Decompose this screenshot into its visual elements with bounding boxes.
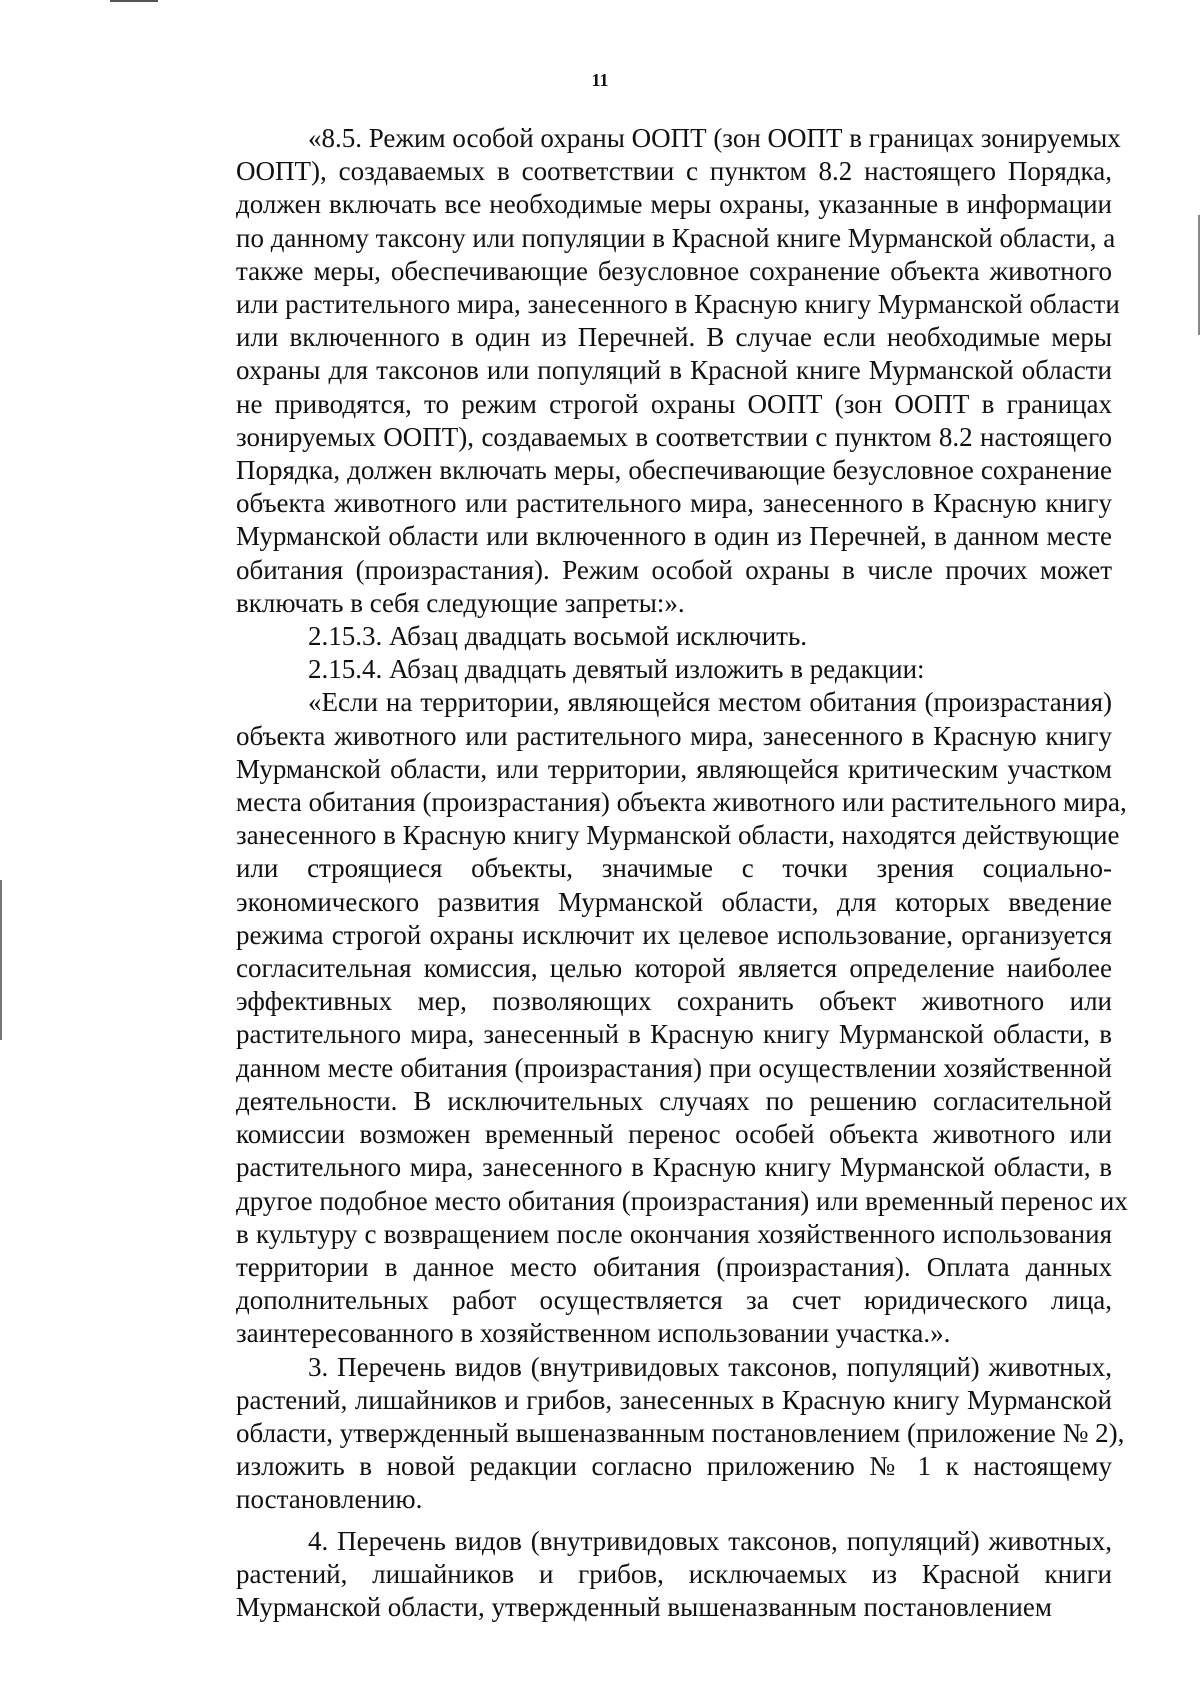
text-line: комиссии возможен временный перенос особей объекта животного или [236, 1119, 1112, 1150]
text-line: растений, лишайников и грибов, занесенных в Красную книгу Мурманской [236, 1384, 1112, 1415]
page-number: 11 [591, 70, 609, 90]
text-line: постановлению. [236, 1484, 423, 1515]
text-line: изложить в новой редакции согласно приложению № 1 к настоящему [236, 1451, 1112, 1482]
text-line: Мурманской области, или территории, являющейся критическим участком [236, 753, 1112, 784]
text-line: данном месте обитания (произрастания) при осуществлении хозяйственной [236, 1052, 1112, 1083]
text-line: или строящиеся объекты, значимые с точки зрения социально- [236, 853, 1112, 884]
text-line: 2.15.4. Абзац двадцать девятый изложить в редакции: [308, 654, 925, 685]
paragraph [164, 620, 1112, 653]
text-line: растительного мира, занесенный в Красную книгу Мурманской области, в [236, 1019, 1112, 1050]
text-line: 3. Перечень видов (внутривидовых таксонов, популяций) животных, [308, 1351, 1112, 1382]
text-line: объекта животного или растительного мира, занесенного в Красную книгу [236, 720, 1112, 751]
text-line: места обитания (произрастания) объекта животного или растительного мира, [236, 787, 1127, 818]
text-line: Мурманской области, утвержденный вышеназванным постановлением [236, 1591, 1052, 1622]
text-line: по данному таксону или популяции в Красной книге Мурманской области, а [236, 222, 1116, 253]
text-line: растительного мира, занесенного в Красную книгу Мурманской области, в [236, 1152, 1112, 1183]
text-line: также меры, обеспечивающие безусловное сохранение объекта животного [236, 255, 1112, 286]
text-line: Мурманской области или включенного в один из Перечней, в данном месте [236, 521, 1112, 552]
text-line: режима строгой охраны исключит их целевое использование, организуется [236, 919, 1112, 950]
text-line: деятельности. В исключительных случаях по решению согласительной [236, 1085, 1112, 1116]
paragraph [164, 122, 1121, 620]
text-line: территории в данное место обитания (произрастания). Оплата данных [236, 1251, 1112, 1282]
text-line: согласительная комиссия, целью которой является определение наиболее [236, 953, 1112, 984]
text-line: области, утвержденный вышеназванным постановлением (приложение № 2), [236, 1417, 1125, 1448]
text-line: ООПТ), создаваемых в соответствии с пунктом 8.2 настоящего Порядка, [236, 156, 1112, 187]
text-line: занесенного в Красную книгу Мурманской области, находятся действующие [236, 820, 1120, 851]
text-line: не приводятся, то режим строгой охраны ООПТ (зон ООПТ в границах [236, 388, 1112, 419]
text-line: зонируемых ООПТ), создаваемых в соответствии с пунктом 8.2 настоящего [236, 421, 1112, 452]
text-line: растений, лишайников и грибов, исключаемых из Красной книги [236, 1558, 1112, 1589]
text-line: или включенного в один из Перечней. В случае если необходимые меры [236, 322, 1112, 353]
text-line: в культуру с возвращением после окончания хозяйственного использования [236, 1218, 1112, 1249]
text-line: эффективных мер, позволяющих сохранить объект животного или [236, 986, 1112, 1017]
text-line: «8.5. Режим особой охраны ООПТ (зон ООПТ в границах зонируемых [308, 123, 1121, 153]
text-line: «Если на территории, являющейся местом обитания (произрастания) [308, 687, 1112, 718]
text-line: 4. Перечень видов (внутривидовых таксонов, популяций) животных, [308, 1525, 1112, 1556]
text-line: Порядка, должен включать меры, обеспечивающие безусловное сохранение [236, 455, 1112, 486]
text-line: экономического развития Мурманской области, для которых введение [236, 886, 1112, 917]
text-line: обитания (произрастания). Режим особой охраны в числе прочих может [236, 554, 1112, 585]
scan-edge-mark-top [110, 0, 158, 2]
text-line: дополнительных работ осуществляется за счет юридического лица, [236, 1285, 1112, 1316]
paragraph [164, 686, 1128, 1350]
text-line: должен включать все необходимые меры охраны, указанные в информации [236, 189, 1112, 220]
text-line: объекта животного или растительного мира, занесенного в Красную книгу [236, 488, 1112, 519]
paragraph [164, 1351, 1125, 1517]
document-body [164, 122, 1128, 1624]
text-line: заинтересованного в хозяйственном использовании участка.». [236, 1318, 951, 1349]
paragraph [164, 653, 1112, 686]
scan-edge-mark-left [0, 880, 2, 1040]
text-line: другое подобное место обитания (произрастания) или временный перенос их [236, 1185, 1128, 1216]
text-line: 2.15.3. Абзац двадцать восьмой исключить. [308, 621, 808, 652]
text-line: охраны для таксонов или популяций в Красной книге Мурманской области [236, 355, 1112, 386]
paragraph [164, 1525, 1112, 1625]
text-line: или растительного мира, занесенного в Красную книгу Мурманской области [236, 289, 1120, 320]
text-line: включать в себя следующие запреты:». [236, 587, 685, 618]
